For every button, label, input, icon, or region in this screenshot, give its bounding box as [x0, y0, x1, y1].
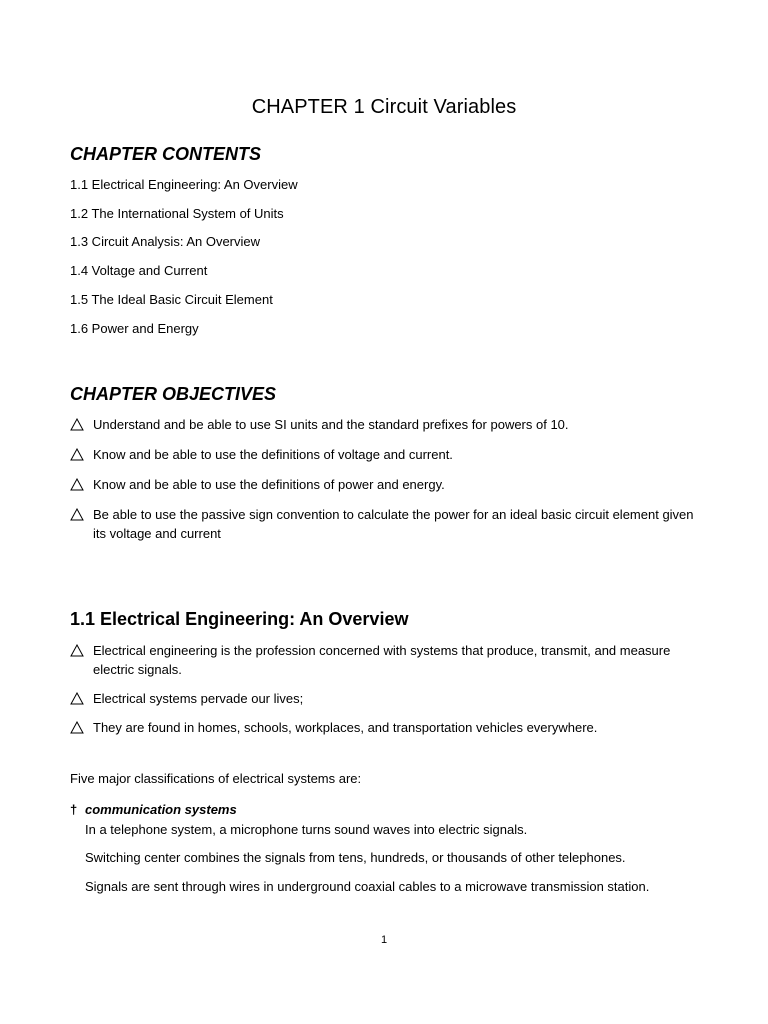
- triangle-outline-icon: [70, 448, 84, 461]
- section-bullet-text: They are found in homes, schools, workplaces, and transportation vehicles everywhere.: [93, 720, 598, 735]
- triangle-outline-icon: [70, 478, 84, 491]
- objective-item: [70, 445, 710, 464]
- chapter-title: CHAPTER 1 Circuit Variables: [251, 96, 517, 118]
- objective-item: [70, 475, 710, 494]
- page-number: 1: [380, 934, 388, 946]
- triangle-outline-icon: [70, 418, 84, 431]
- objective-item: [70, 415, 710, 434]
- toc-item: 1.6 Power and Energy: [70, 321, 199, 336]
- section-bullet: [70, 718, 710, 737]
- classification-item: [70, 802, 237, 817]
- classification-label: communication systems: [85, 802, 237, 817]
- objective-text: Be able to use the passive sign convention to calculate the power for an ideal basic circuit element given its voltage and current: [93, 507, 694, 541]
- objective-text: Know and be able to use the definitions of voltage and current.: [93, 447, 453, 462]
- toc-item: 1.5 The Ideal Basic Circuit Element: [70, 292, 273, 307]
- dagger-marker: †: [70, 802, 78, 817]
- toc-item: 1.3 Circuit Analysis: An Overview: [70, 234, 261, 249]
- toc-item: 1.4 Voltage and Current: [70, 263, 208, 278]
- classification-line: In a telephone system, a microphone turns sound waves into electric signals.: [85, 822, 528, 837]
- section-bullet: [70, 689, 710, 708]
- classification-line: Switching center combines the signals from tens, hundreds, or thousands of other telephones.: [85, 850, 626, 865]
- contents-heading: CHAPTER CONTENTS: [70, 144, 262, 164]
- triangle-outline-icon: [70, 692, 84, 705]
- objective-item: [70, 505, 710, 543]
- toc-item: 1.2 The International System of Units: [70, 206, 284, 221]
- toc-item: 1.1 Electrical Engineering: An Overview: [70, 177, 298, 192]
- section-bullet-text: Electrical systems pervade our lives;: [93, 691, 304, 706]
- objective-text: Know and be able to use the definitions of power and energy.: [93, 477, 445, 492]
- section-bullet: [70, 641, 710, 679]
- section-bullet-text: Electrical engineering is the profession concerned with systems that produce, transmit, and measure electric signals.: [93, 643, 671, 677]
- objective-text: Understand and be able to use SI units and the standard prefixes for powers of 10.: [93, 417, 569, 432]
- triangle-outline-icon: [70, 721, 84, 734]
- triangle-outline-icon: [70, 508, 84, 521]
- triangle-outline-icon: [70, 644, 84, 657]
- classifications-intro: Five major classifications of electrical systems are:: [70, 771, 362, 786]
- section-heading: 1.1 Electrical Engineering: An Overview: [70, 609, 409, 629]
- objectives-heading: CHAPTER OBJECTIVES: [70, 384, 277, 404]
- classification-line: Signals are sent through wires in underground coaxial cables to a microwave transmission station.: [85, 879, 650, 894]
